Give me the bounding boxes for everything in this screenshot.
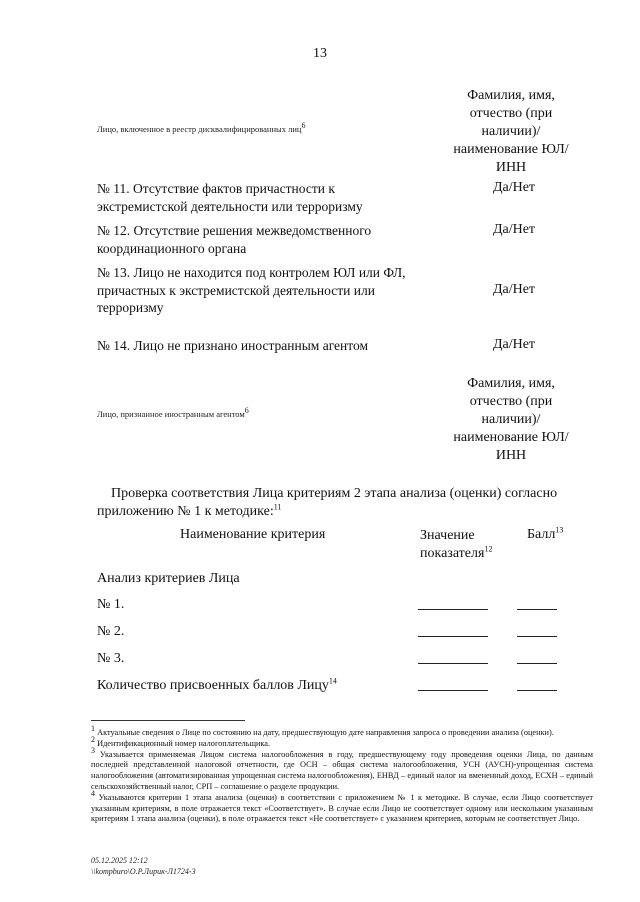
page-number: 13 <box>313 46 327 61</box>
score-blank <box>517 690 557 691</box>
person-name-column-2 <box>446 375 576 465</box>
table-row-label: № 2. <box>97 624 125 639</box>
criterion-12-value: Да/Нет <box>492 222 536 237</box>
col-line: наименование ЮЛ/ <box>453 142 569 157</box>
col-line: ИНН <box>495 160 527 175</box>
criterion-14-value: Да/Нет <box>492 337 536 352</box>
disqualified-registry-label: Лицо, включенное в реестр дисквалифицированных лиц6 <box>97 121 306 134</box>
value-blank <box>418 690 488 691</box>
criterion-11: № 11. Отсутствие фактов причастности к экстремистской деятельности или терроризму <box>97 181 363 214</box>
print-stamp <box>91 855 196 877</box>
foreign-agent-label: Лицо, признанное иностранным агентом6 <box>97 406 249 419</box>
value-blank <box>418 609 488 610</box>
footnotes <box>91 724 594 825</box>
col-line: Фамилия, имя, <box>467 88 555 103</box>
col-line: ИНН <box>495 448 527 463</box>
criterion-13-value: Да/Нет <box>492 282 536 297</box>
stamp-path: \\kompburo\О.Р.Лирик-Л1724-3 <box>91 867 196 876</box>
col-line: Фамилия, имя, <box>467 376 555 391</box>
col-line: наименование ЮЛ/ <box>453 430 569 445</box>
total-score-label: Количество присвоенных баллов Лицу$^{14}$ <box>97 676 337 693</box>
footnote-separator <box>91 720 245 721</box>
col-line: наличии)/ <box>481 412 541 427</box>
value-blank <box>418 663 488 664</box>
column-score: Балл$^{13}$ <box>527 525 564 542</box>
score-blank <box>517 609 557 610</box>
stage2-intro-line2: приложению № 1 к методике:$^{11}$ <box>97 502 282 519</box>
stamp-date: 05.12.2025 12:12 <box>91 856 148 865</box>
person-name-column <box>446 87 576 177</box>
col-line: наличии)/ <box>481 124 541 139</box>
col-line: отчество (при <box>469 106 553 121</box>
criterion-13: № 13. Лицо не находится под контролем ЮЛ или ФЛ, причастных к экстремистской деятельности или терроризму <box>97 265 406 315</box>
footnote: 4 Указываются критерии 1 этапа анализа (оценки) в соответствии с приложением № 1 к методике. В случае, если Лицо соответствует указанным критериям, в поле отражается текст «Соответствует». В случае если Лицо не соответствует одному или нескольким указанным критериям 1 этапа анализа (оценки), в поле отражается текст «Не соответствует» с указанием критериев, которым не соответствует Лицо. <box>91 789 594 824</box>
score-blank <box>517 636 557 637</box>
criterion-12: № 12. Отсутствие решения межведомственного координационного органа <box>97 223 372 256</box>
footnote: 3 Указывается применяемая Лицом система налогообложения в году, предшествующему году проведения оценки Лица, по данным последней представленной налоговой отчетности, где ОСН – общая система налогообложения, УСН (АУСН)-упрощенная система налогообложения (автоматизированная упрощенная система налогообложения), ЕНВД – единый налог на вмененный доход, ЕСХН – единый сельскохозяйственный налог, СРП – соглашение о разделе продукции. <box>91 745 594 791</box>
column-indicator-value: Значение показателя$^{12}$ <box>420 528 493 561</box>
footnote: 1 Актуальные сведения о Лице по состоянию на дату, предшествующую дате направления запроса о проведении анализа (оценки). <box>91 724 554 737</box>
column-criterion-name: Наименование критерия <box>180 527 326 542</box>
stage2-intro-line1: Проверка соответствия Лица критериям 2 этапа анализа (оценки) согласно <box>111 486 558 501</box>
criterion-11-value: Да/Нет <box>492 180 536 195</box>
section-title: Анализ критериев Лица <box>97 571 240 586</box>
criterion-14: № 14. Лицо не признано иностранным агентом <box>97 338 369 353</box>
value-blank <box>418 636 488 637</box>
table-row-label: № 3. <box>97 651 125 666</box>
table-row-label: № 1. <box>97 597 125 612</box>
score-blank <box>517 663 557 664</box>
col-line: отчество (при <box>469 394 553 409</box>
footnote: 2 Идентификационный номер налогоплательщика. <box>91 735 271 748</box>
